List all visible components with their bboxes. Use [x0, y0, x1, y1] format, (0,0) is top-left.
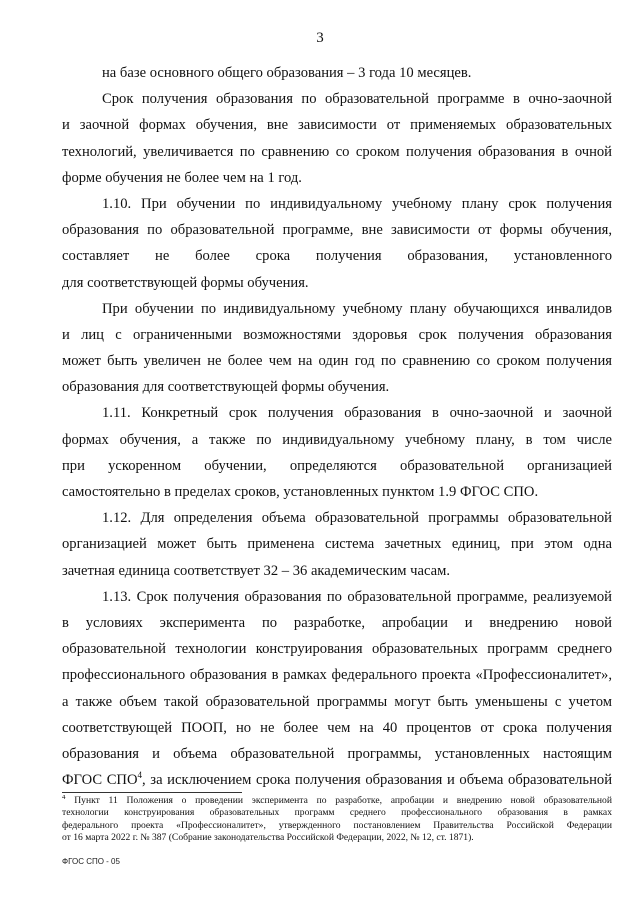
text-line: образования и объема образовательной программы, установленных настоящим [62, 745, 612, 762]
text-line: ФГОС СПО$^4$, за исключением срока получения образования и объема образовательной [62, 770, 612, 789]
text-line: образовательной технологии конструирования образовательных программ среднего [62, 641, 612, 658]
footnote-marker: 4 [137, 770, 143, 781]
footnote-line: от 16 марта 2022 г. № 387 (Собрание законодательства Российской Федерации, 2022, № 12, ст. 1871). [62, 831, 474, 843]
text-line: 1.10. При обучении по индивидуальному учебному плану срок получения [102, 195, 612, 212]
footnote-line: федерального проекта «Профессионалитет», утвержденного постановлением Правительства Российской Федерации [62, 819, 612, 831]
document-code: ФГОС СПО - 05 [62, 857, 120, 866]
text-line: может быть увеличен не более чем на один год по сравнению со сроком получения [62, 353, 612, 370]
footnote-line: $^4$ Пункт 11 Положения о проведении эксперимента по разработке, апробации и внедрению новой образовательной [62, 795, 612, 807]
text-line: и заочной формах обучения, вне зависимости от применяемых образовательных [62, 117, 612, 134]
text-line: составляет не более срока получения образования, установленного [62, 248, 612, 265]
text-line: для соответствующей формы обучения. [62, 274, 309, 291]
text-line: а также объем такой образовательной программы могут быть уменьшены с учетом [62, 693, 612, 710]
footnote-divider [62, 792, 242, 793]
footnote-number: 4 [62, 795, 66, 801]
text-line: на базе основного общего образования – 3 года 10 месяцев. [102, 65, 472, 81]
text-line: профессионального образования в рамках федерального проекта «Профессионалитет», [62, 667, 612, 684]
text-line: форме обучения не более чем на 1 год. [62, 169, 302, 186]
text-line: образования по образовательной программе, вне зависимости от формы обучения, [62, 222, 612, 239]
text-line: соответствующей ПООП, но не более чем на 40 процентов от срока получения [62, 719, 612, 736]
text-line: в условиях эксперимента по разработке, апробации и внедрению новой [62, 614, 612, 631]
text-line: При обучении по индивидуальному учебному плану обучающихся инвалидов [102, 300, 612, 317]
text-line: организацией может быть применена система зачетных единиц, при этом одна [62, 536, 612, 553]
text-line: самостоятельно в пределах сроков, установленных пунктом 1.9 ФГОС СПО. [62, 484, 539, 500]
text-line: и лиц с ограниченными возможностями здоровья срок получения образования [62, 326, 612, 343]
text-line: при ускоренном обучении, определяются образовательной организацией [62, 457, 612, 474]
text-line: образования для соответствующей формы обучения. [62, 379, 390, 396]
text-line: зачетная единица соответствует 32 – 36 академическим часам. [62, 562, 451, 579]
text-line: 1.11. Конкретный срок получения образования в очно-заочной и заочной [102, 405, 612, 422]
text-line: формах обучения, а также по индивидуальному учебному плану, в том числе [62, 431, 612, 448]
text-line: технологий, увеличивается по сравнению со сроком получения образования в очной [62, 143, 612, 160]
text-line: 1.12. Для определения объема образовательной программы образовательной [102, 510, 612, 527]
text-line: 1.13. Срок получения образования по образовательной программе, реализуемой [102, 588, 612, 605]
footnote-line: технологии конструирования образовательных программ среднего профессионального образования в рамках [62, 807, 612, 819]
text-line: Срок получения образования по образовательной программе в очно-заочной [102, 91, 612, 108]
page-number: 3 [316, 30, 324, 46]
main-text [62, 60, 612, 793]
footnote [62, 795, 612, 844]
